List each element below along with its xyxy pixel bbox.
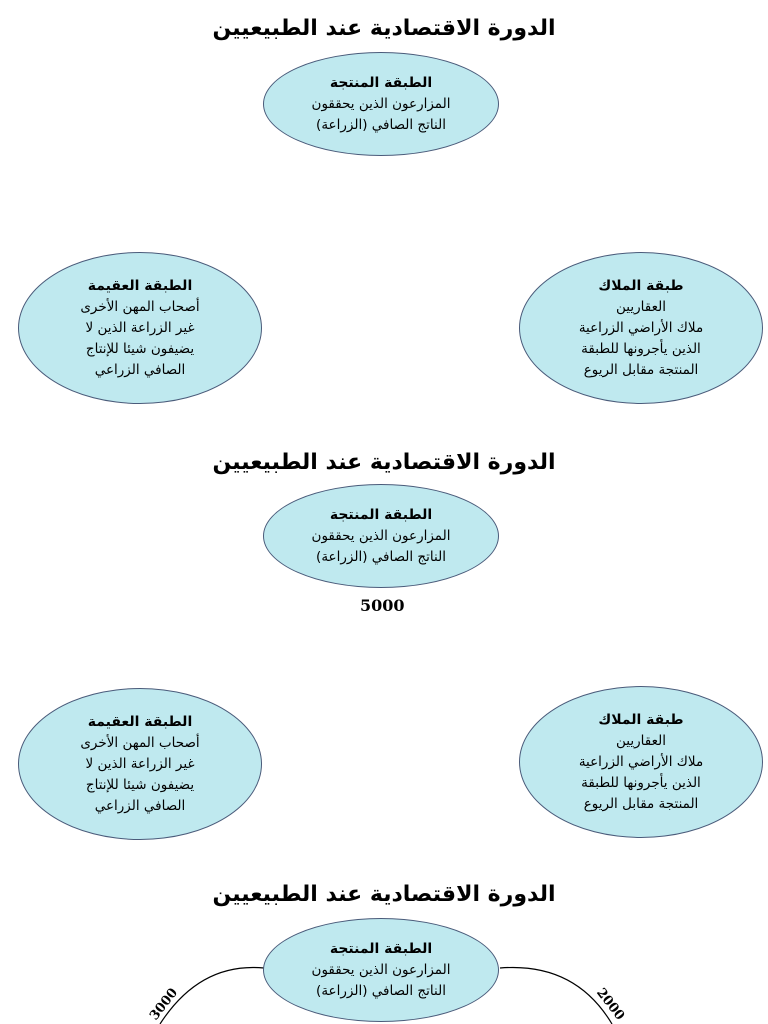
owners-line: الذين يأجرونها للطبقة (581, 775, 701, 791)
producer-heading: الطبقة المنتجة (329, 941, 433, 957)
producer-heading: الطبقة المنتجة (329, 507, 433, 523)
producer-class-ellipse-3 (263, 918, 499, 1022)
flow-to-owners-label: 2000 (593, 985, 628, 1024)
sterile-line: الصافي الزراعي (94, 362, 186, 378)
sterile-heading: الطبقة العقيمة (87, 278, 193, 294)
diagram-title-2: الدورة الاقتصادية عند الطبيعيين (212, 450, 556, 475)
sterile-heading: الطبقة العقيمة (87, 714, 193, 730)
owners-line: المنتجة مقابل الريوع (583, 796, 699, 812)
flow-to-sterile-label: 3000 (147, 985, 182, 1024)
producer-heading: الطبقة المنتجة (329, 75, 433, 91)
owners-line: ملاك الأراضي الزراعية (578, 320, 704, 336)
owners-line: المنتجة مقابل الريوع (583, 362, 699, 378)
owners-heading: طبقة الملاك (598, 712, 684, 728)
owners-line: العقاريين (616, 299, 666, 315)
diagram-title-3: الدورة الاقتصادية عند الطبيعيين (212, 882, 556, 907)
owners-heading: طبقة الملاك (598, 278, 684, 294)
producer-line: الناتج الصافي (الزراعة) (316, 117, 446, 133)
owners-line: ملاك الأراضي الزراعية (578, 754, 704, 770)
producer-value-label: 5000 (360, 596, 405, 615)
diagram-title-1: الدورة الاقتصادية عند الطبيعيين (212, 16, 556, 41)
sterile-line: يضيفون شيئا للإنتاج (85, 341, 195, 357)
sterile-line: غير الزراعة الذين لا (85, 320, 195, 336)
producer-line: المزارعون الذين يحققون (311, 528, 451, 544)
sterile-line: الصافي الزراعي (94, 798, 186, 814)
producer-line: الناتج الصافي (الزراعة) (316, 983, 446, 999)
sterile-line: غير الزراعة الذين لا (85, 756, 195, 772)
sterile-line: أصحاب المهن الأخرى (80, 299, 200, 315)
owners-line: العقاريين (616, 733, 666, 749)
sterile-line: أصحاب المهن الأخرى (80, 735, 200, 751)
producer-line: المزارعون الذين يحققون (311, 962, 451, 978)
owners-line: الذين يأجرونها للطبقة (581, 341, 701, 357)
producer-line: المزارعون الذين يحققون (311, 96, 451, 112)
sterile-line: يضيفون شيئا للإنتاج (85, 777, 195, 793)
producer-line: الناتج الصافي (الزراعة) (316, 549, 446, 565)
